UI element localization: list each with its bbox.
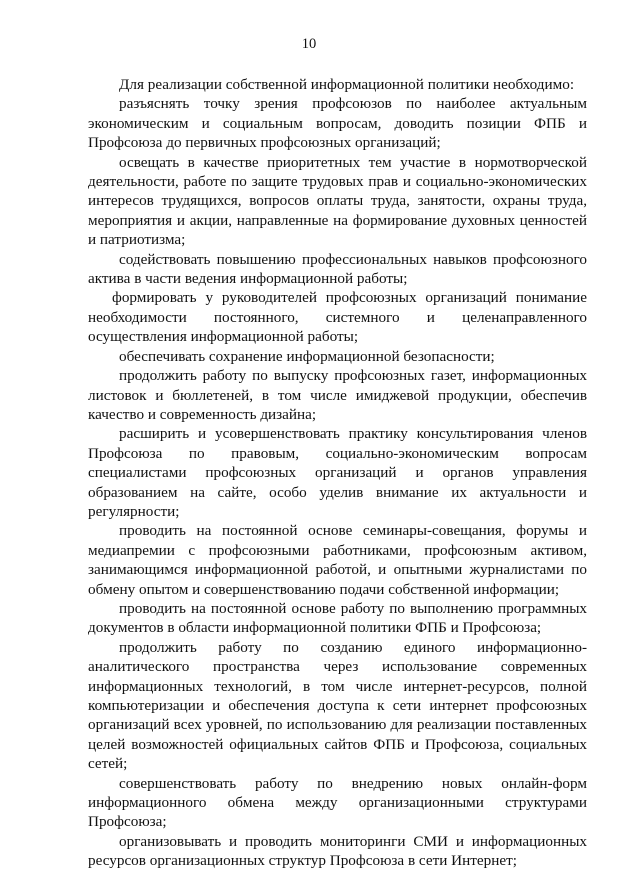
paragraph-item: обеспечивать сохранение информационной безопасности; <box>119 347 495 365</box>
paragraph-item: разъяснять точку зрения профсоюзов по наиболее актуальным экономическим и социальным вопросам, доводить позиции ФПБ и Профсоюза до первичных профсоюзных организаций; <box>88 95 587 152</box>
paragraph-item: формировать у руководителей профсоюзных организаций понимание необходимости постоянного, системного и целенаправленного осуществления информационной работы; <box>88 289 587 346</box>
paragraph-item: содействовать повышению профессиональных навыков профсоюзного актива в части ведения информационной работы; <box>88 250 587 288</box>
paragraph-item: совершенствовать работу по внедрению новых онлайн-форм информационного обмена между организационными структурами Профсоюза; <box>88 774 587 831</box>
paragraph-item: освещать в качестве приоритетных тем участие в нормотворческой деятельности, работе по защите трудовых прав и социально-экономических интересов трудящихся, вопросов оплаты труда, занятости, охраны труда, мероприятия и акции, направленные на формирование духовных ценностей и патриотизма; <box>88 153 587 249</box>
paragraph-item: проводить на постоянной основе работу по выполнению программных документов в области информационной политики ФПБ и Профсоюза; <box>88 599 587 637</box>
page-number: 10 <box>301 36 317 52</box>
paragraph-intro: Для реализации собственной информационной политики необходимо: <box>119 76 575 93</box>
body-text <box>88 75 587 871</box>
paragraph-item: расширить и усовершенствовать практику консультирования членов Профсоюза по правовым, социально-экономическим вопросам специалистами профсоюзных организаций и органов управления образованием на сайте, особо уделив внимание их актуальности и регулярности; <box>88 425 587 520</box>
paragraph-item: организовывать и проводить мониторинги СМИ и информационных ресурсов организационных структур Профсоюза в сети Интернет; <box>88 832 587 870</box>
paragraph-item: продолжить работу по созданию единого информационно-аналитического пространства через использование современных информационных технологий, в том числе интернет-ресурсов, полной компьютеризации и обеспечения доступа к сети интернет профсоюзных организаций всех уровней, по использованию для реализации поставленных целей возможностей официальных сайтов ФПБ и Профсоюза, социальных сетей; <box>88 638 587 773</box>
paragraph-item: проводить на постоянной основе семинары-совещания, форумы и медиапремии с профсоюзными работниками, профсоюзным активом, занимающимся информационной работой, и опытными журналистами по обмену опытом и совершенствованию подачи собственной информации; <box>88 522 587 598</box>
paragraph-item: продолжить работу по выпуску профсоюзных газет, информационных листовок и бюллетеней, в том числе имиджевой продукции, обеспечив качество и современность дизайна; <box>88 367 587 423</box>
